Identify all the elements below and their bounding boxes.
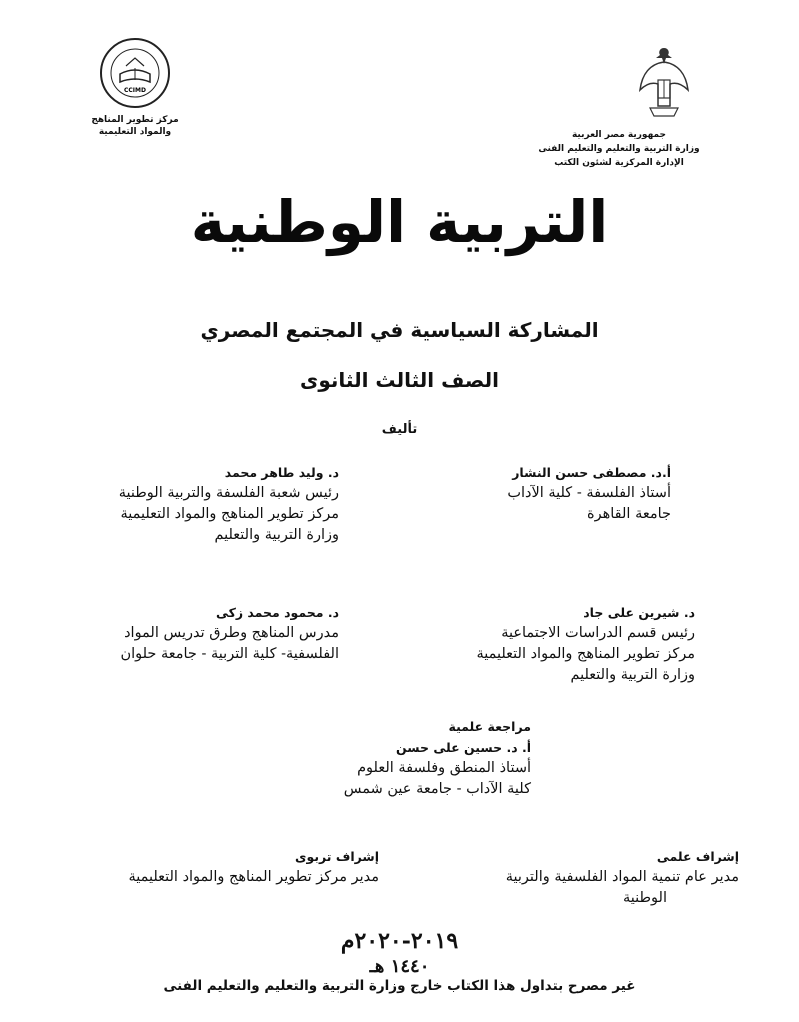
author-line: رئيس قسم الدراسات الاجتماعية [501,625,695,641]
hijri-year: ١٤٤٠ هـ [369,956,430,977]
educational-supervision-line: مدير مركز تطوير المناهج والمواد التعليمية [128,869,379,885]
distribution-notice: غير مصرح بتداول هذا الكتاب خارج وزارة التربية والتعليم والتعليم الفنى [163,978,636,994]
author-line: الفلسفية- كلية التربية - جامعة حلوان [120,646,339,662]
authored-by-label: تأليف [381,422,418,437]
author-line: مدرس المناهج وطرق تدريس المواد [124,625,339,641]
educational-supervision-block [59,846,379,888]
author-block-3 [375,602,695,686]
academic-year: ٢٠١٩-٢٠٢٠م [340,928,459,954]
center-name-line2: والمواد التعليمية [98,127,172,137]
scientific-supervision-line: الوطنية [622,890,667,906]
author-block-4 [19,602,339,665]
reviewer-name: أ. د. حسين على حسن [396,740,531,755]
reviewer-line: أستاذ المنطق وفلسفة العلوم [357,760,531,776]
scientific-supervision-line: مدير عام تنمية المواد الفلسفية والتربية [505,869,739,885]
gov-line1: جمهورية مصر العربية [571,130,667,140]
author-line: أستاذ الفلسفة - كلية الآداب [507,485,671,501]
ministry-header [499,128,739,170]
curriculum-center-name [70,114,200,138]
egypt-eagle-emblem-icon [636,44,692,120]
author-line: وزارة التربية والتعليم [570,667,695,683]
author-line: وزارة التربية والتعليم [214,527,339,543]
center-name-line1: مركز تطوير المناهج [91,115,179,125]
author-line: رئيس شعبة الفلسفة والتربية الوطنية [118,485,339,501]
curriculum-center-logo [98,36,172,110]
review-heading: مراجعة علمية [448,719,531,734]
book-subtitle: المشاركة السياسية في المجتمع المصري [200,318,599,342]
logo-ccimd-text: CCIMD [124,87,146,94]
author-line: مركز تطوير المناهج والمواد التعليمية [476,646,695,662]
educational-supervision-heading: إشراف تربوى [295,849,379,864]
author-name: د. وليد طاهر محمد [224,465,339,480]
book-title: التربية الوطنية [190,188,609,256]
author-block-1 [381,462,671,525]
gov-line2: وزارة التربية والتعليم والتعليم الفنى [538,144,700,154]
grade-level: الصف الثالث الثانوى [300,368,499,392]
scientific-supervision-block [459,846,739,909]
reviewer-line: كلية الآداب - جامعة عين شمس [343,781,531,797]
author-block-2 [19,462,339,546]
scientific-review-block [291,716,531,800]
gov-line3: الإدارة المركزية لشئون الكتب [554,158,684,168]
author-line: مركز تطوير المناهج والمواد التعليمية [120,506,339,522]
author-name: د. شيرين على جاد [583,605,695,620]
scientific-supervision-heading: إشراف علمى [656,849,739,864]
author-name: د. محمود محمد زكى [215,605,339,620]
author-name: أ.د. مصطفى حسن النشار [512,465,671,480]
author-line: جامعة القاهرة [587,506,671,522]
